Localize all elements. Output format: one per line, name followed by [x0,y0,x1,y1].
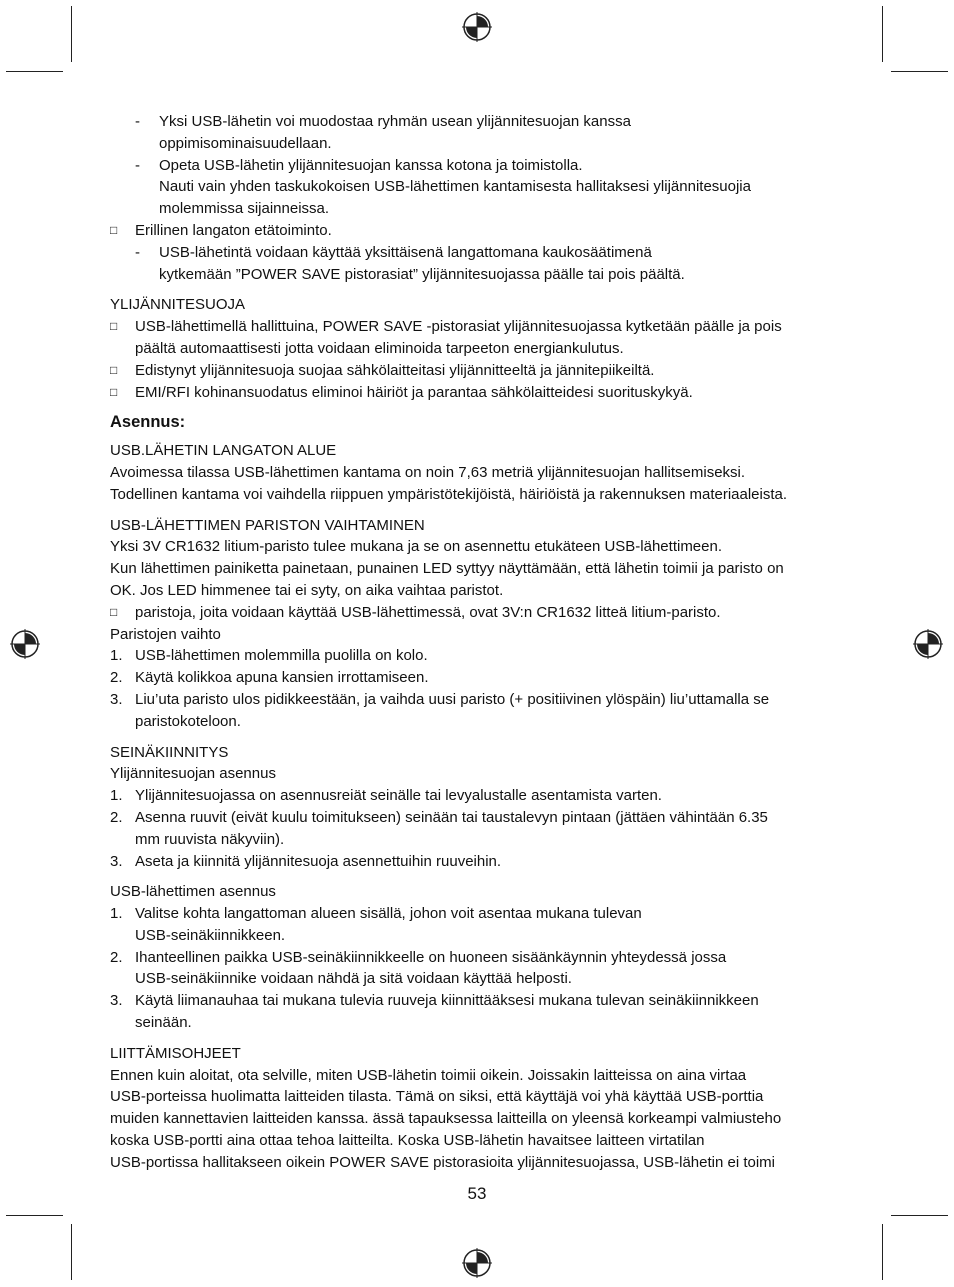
crop-mark [71,1224,72,1280]
item-text: USB-lähetintä voidaan käyttää yksittäisenä langattomana kaukosäätimenä [159,243,652,261]
paragraph-line: Avoimessa tilassa USB-lähettimen kantama on noin 7,63 metriä ylijännitesuojan hallitsemiseksi. [110,463,746,481]
item-text: Käytä liimanauhaa tai mukana tulevia ruuveja kiinnittääksesi mukana tulevan seinäkiinnikkeen [135,992,759,1010]
list-item [110,947,850,969]
square-bullet-icon: □ [110,319,118,334]
square-bullet-icon: □ [110,384,118,399]
crop-mark [71,6,72,62]
page-title: Asennus: [110,413,186,432]
list-item-continuation: molemmissa sijainneissa. [159,200,330,218]
paragraph-line: OK. Jos LED himmenee tai ei syty, on aika vaihtaa paristot. [110,581,504,599]
item-text: Asenna ruuvit (eivät kuulu toimitukseen) seinään tai taustalevyn pintaan (jättäen vähintään 6.35 [135,808,768,826]
item-text: Yksi USB-lähetin voi muodostaa ryhmän usean ylijännitesuojan kanssa [159,113,631,130]
list-item [110,807,850,829]
list-item [110,990,850,1012]
section-heading: YLIJÄNNITESUOJA [110,296,246,314]
item-text: Valitse kohta langattoman alueen sisällä, johon voit asentaa mukana tulevan [135,905,642,923]
item-text: USB-lähettimen molemmilla puolilla on kolo. [135,647,428,665]
list-item [110,667,850,689]
list-item [110,316,850,338]
crop-mark [882,6,883,62]
dash-marker: - [135,243,140,261]
registration-mark-icon [462,12,492,42]
step-number: 1. [110,787,123,805]
list-item [110,242,850,264]
page-content [110,111,850,1174]
list-item [110,689,850,711]
list-item-continuation: paristokoteloon. [135,712,241,730]
step-number: 1. [110,647,123,665]
item-text: Edistynyt ylijännitesuoja suojaa sähkölaitteitasi ylijännitteeltä ja jännitepiikeiltä. [135,361,655,379]
square-bullet-icon: □ [110,604,118,619]
paragraph-line: muiden kannettavien laitteiden kanssa. ässä tapauksessa laitteilla on yleensä korkeampi valmiusteho [110,1110,782,1128]
crop-mark [882,1224,883,1280]
paragraph-line: Yksi 3V CR1632 litium-paristo tulee mukana ja se on asennettu etukäteen USB-lähettimeen. [110,538,723,556]
crop-mark [891,1215,948,1216]
list-item [110,602,850,624]
section-heading: USB.LÄHETIN LANGATON ALUE [110,442,337,460]
list-item [110,155,850,177]
paragraph-line: USB-porteissa huolimatta laitteiden tilasta. Tämä on siksi, että käyttäjä voi yhä käyttää USB-porttia [110,1088,764,1106]
item-text: EMI/RFI kohinansuodatus eliminoi häiriöt ja parantaa sähkölaitteidesi suorituskykyä. [135,383,693,401]
item-text: Liu’uta paristo ulos pidikkeestään, ja vaihda uusi paristo (+ positiivinen ylöspäin) liu’uttamalla se [135,690,770,708]
item-text: Käytä kolikkoa apuna kansien irrottamiseen. [135,669,429,687]
item-text: Ylijännitesuojassa on asennusreiät seinälle tai levyalustalle asentamista varten. [135,787,662,805]
list-item [110,360,850,382]
step-number: 3. [110,690,123,708]
item-text: Aseta ja kiinnitä ylijännitesuoja asennettuihin ruuveihin. [135,852,502,870]
registration-mark-icon [10,629,40,659]
square-bullet-icon: □ [110,362,118,377]
square-bullet-icon: □ [110,222,118,237]
list-item [110,785,850,807]
crop-mark [6,1215,63,1216]
registration-mark-icon [913,629,943,659]
dash-marker: - [135,113,140,130]
step-number: 1. [110,905,123,923]
list-item [110,851,850,873]
list-item [110,645,850,667]
page-number: 53 [467,1184,487,1203]
step-number: 2. [110,948,123,966]
item-text: Ihanteellinen paikka USB-seinäkiinnikkeelle on huoneen sisäänkäynnin yhteydessä jossa [135,948,727,966]
paragraph-line: Ennen kuin aloitat, ota selville, miten USB-lähetin toimii oikein. Joissakin laitteissa on aina virtaa [110,1066,747,1084]
list-item-continuation: seinään. [135,1014,192,1032]
list-item [110,220,850,242]
crop-mark [891,71,948,72]
list-item-continuation: mm ruuvista näkyviin). [135,830,285,848]
list-item-continuation: oppimisominaisuudellaan. [159,134,332,152]
section-heading: USB-LÄHETTIMEN PARISTON VAIHTAMINEN [110,516,425,534]
paragraph-line: Kun lähettimen painiketta painetaan, punainen LED syttyy näyttämään, että lähetin toimii ja paristo on [110,560,784,578]
crop-mark [6,71,63,72]
section-heading: SEINÄKIINNITYS [110,743,229,761]
dash-marker: - [135,156,140,174]
list-item-continuation: Nauti vain yhden taskukokoisen USB-lähettimen kantamisesta hallitaksesi ylijännitesuojia [159,178,751,196]
paragraph-line: USB-portissa hallitakseen oikein POWER SAVE pistorasioita ylijännitesuojassa, USB-lähetin ei toimi [110,1153,776,1171]
step-number: 2. [110,808,123,826]
item-text: paristoja, joita voidaan käyttää USB-lähettimessä, ovat 3V:n CR1632 litteä litium-paristo. [135,603,721,621]
registration-mark-icon [462,1248,492,1278]
step-number: 3. [110,852,123,870]
paragraph-line: Todellinen kantama voi vaihdella riippuen ympäristötekijöistä, häiriöistä ja rakennuksen materiaaleista. [110,485,788,503]
item-text: Erillinen langaton etätoiminto. [135,221,332,239]
paragraph-line: koska USB-portti aina ottaa tehoa laitteilta. Koska USB-lähetin havaitsee laitteen virtatilan [110,1132,705,1150]
list-item [110,382,850,404]
list-item-continuation: päältä automaattisesti jotta voidaan eliminoida tarpeeton energiankulutus. [135,339,624,357]
section-heading: LIITTÄMISOHJEET [110,1044,241,1062]
list-item-continuation: USB-seinäkiinnike voidaan nähdä ja sitä voidaan käyttää helposti. [135,970,572,988]
item-text: Opeta USB-lähetin ylijännitesuojan kanssa kotona ja toimistolla. [159,156,583,174]
item-text: USB-lähettimellä hallittuina, POWER SAVE -pistorasiat ylijännitesuojassa kytketään päälle ja pois [135,318,782,336]
subheading: Ylijännitesuojan asennus [110,765,276,783]
list-item-continuation: USB-seinäkiinnikkeen. [135,926,286,944]
subheading: USB-lähettimen asennus [110,883,276,901]
list-item [110,111,850,133]
list-item-continuation: kytkemään ”POWER SAVE pistorasiat” ylijännitesuojassa päälle tai pois päältä. [159,265,685,283]
list-item [110,903,850,925]
subheading: Paristojen vaihto [110,625,221,643]
step-number: 3. [110,992,123,1010]
step-number: 2. [110,669,123,687]
